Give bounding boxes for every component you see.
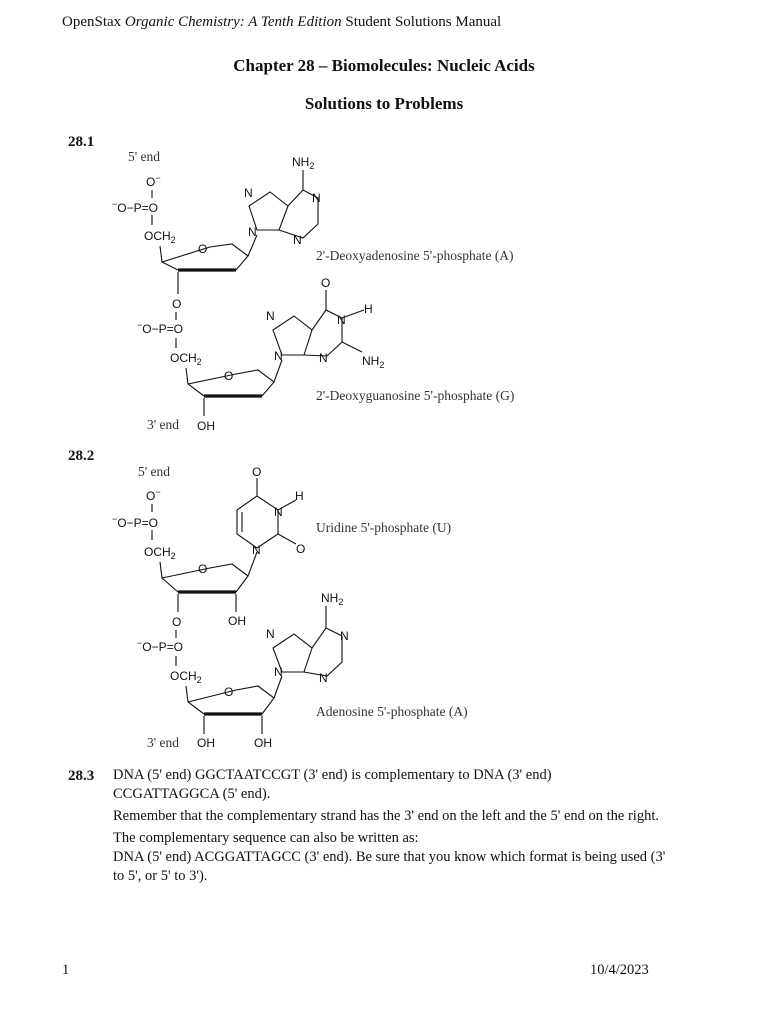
header-book-title: Organic Chemistry: A Tenth Edition	[124, 14, 342, 30]
svg-text:O: O	[321, 276, 331, 290]
svg-text:O: O	[296, 542, 306, 556]
three-end-label-2: 3' end	[147, 735, 180, 750]
problem-number-28-2: 28.2	[68, 448, 95, 464]
svg-text:N: N	[274, 665, 283, 679]
nucleotide-label-a: 2'-Deoxyadenosine 5'-phosphate (A)	[316, 248, 514, 263]
problem-number-28-3: 28.3	[68, 768, 95, 784]
svg-text:−O−P=O: −O−P=O	[112, 199, 158, 215]
svg-text:NH2: $NH_2$	[362, 354, 385, 370]
svg-text:OCH2: $OCH_2$	[170, 669, 202, 685]
answer-line-3: Remember that the complementary strand has the 3' end on the left and the 5' end on the right.	[113, 808, 659, 824]
svg-text:−O−P=O: −O−P=O	[112, 514, 158, 530]
footer-date: 10/4/2023	[590, 962, 649, 978]
svg-text:−O−P=O: −O−P=O	[137, 320, 183, 336]
svg-text:OH: OH	[197, 419, 215, 433]
five-end-label-2: 5' end	[138, 464, 171, 479]
answer-line-2: CCGATTAGGCA (5' end).	[113, 786, 271, 802]
svg-text:N: N	[293, 233, 302, 247]
svg-text:N: N	[252, 543, 261, 557]
header-prefix: OpenStax	[62, 14, 125, 30]
svg-text:N: N	[274, 349, 283, 363]
svg-text:O: O	[252, 465, 262, 479]
section-subtitle: Solutions to Problems	[304, 94, 464, 113]
svg-text:N: N	[312, 191, 321, 205]
svg-text:N: N	[319, 671, 328, 685]
nucleotide-label-g: 2'-Deoxyguanosine 5'-phosphate (G)	[316, 388, 515, 403]
svg-text:OH: OH	[254, 736, 272, 750]
answer-line-5: DNA (5' end) ACGGATTAGCC (3' end). Be sure that you know which format is being used (3' to 5', or 5' to 3').	[113, 849, 666, 884]
svg-text:OCH2: $OCH_2$	[144, 229, 176, 245]
svg-text:N: N	[266, 309, 275, 323]
svg-text:N: N	[319, 351, 328, 365]
svg-text:O: O	[198, 242, 208, 256]
svg-text:O: O	[198, 562, 208, 576]
svg-text:O: O	[224, 369, 234, 383]
svg-text:−O−P=O: −O−P=O	[137, 638, 183, 654]
svg-text:N: N	[274, 505, 283, 519]
svg-text:N: N	[244, 186, 253, 200]
problem-28-3-text	[113, 766, 673, 886]
svg-text:NH2: $NH_2$	[321, 591, 344, 607]
svg-text:O: O	[172, 615, 182, 629]
three-end-label: 3' end	[147, 417, 180, 432]
svg-text:N: N	[340, 629, 349, 643]
svg-text:O: O	[224, 685, 234, 699]
answer-line-4: The complementary sequence can also be written as:	[113, 830, 419, 846]
svg-text:O−: O−	[146, 173, 161, 189]
nucleotide-label-u: Uridine 5'-phosphate (U)	[316, 520, 452, 535]
svg-text:O: O	[172, 297, 182, 311]
svg-text:OCH2: $OCH_2$	[144, 545, 176, 561]
problem-number-28-1: 28.1	[68, 134, 95, 150]
answer-line-1: DNA (5' end) GGCTAATCCGT (3' end) is complementary to DNA (3' end)	[113, 767, 552, 783]
svg-text:NH2: $NH_2$	[292, 155, 315, 171]
svg-text:N: N	[248, 225, 257, 239]
svg-text:OCH2: $OCH_2$	[170, 351, 202, 367]
svg-text:OH: OH	[228, 614, 246, 628]
svg-text:N: N	[266, 627, 275, 641]
svg-text:H: H	[295, 489, 304, 503]
svg-text:N: N	[337, 313, 346, 327]
five-end-label: 5' end	[128, 149, 161, 164]
header-suffix: Student Solutions Manual	[341, 14, 502, 30]
svg-text:O−: O−	[146, 487, 161, 503]
page-number: 1	[62, 962, 70, 978]
nucleotide-label-a2: Adenosine 5'-phosphate (A)	[316, 704, 468, 719]
svg-text:H: H	[364, 302, 373, 316]
svg-text:OH: OH	[197, 736, 215, 750]
chapter-title: Chapter 28 – Biomolecules: Nucleic Acids	[233, 56, 535, 75]
